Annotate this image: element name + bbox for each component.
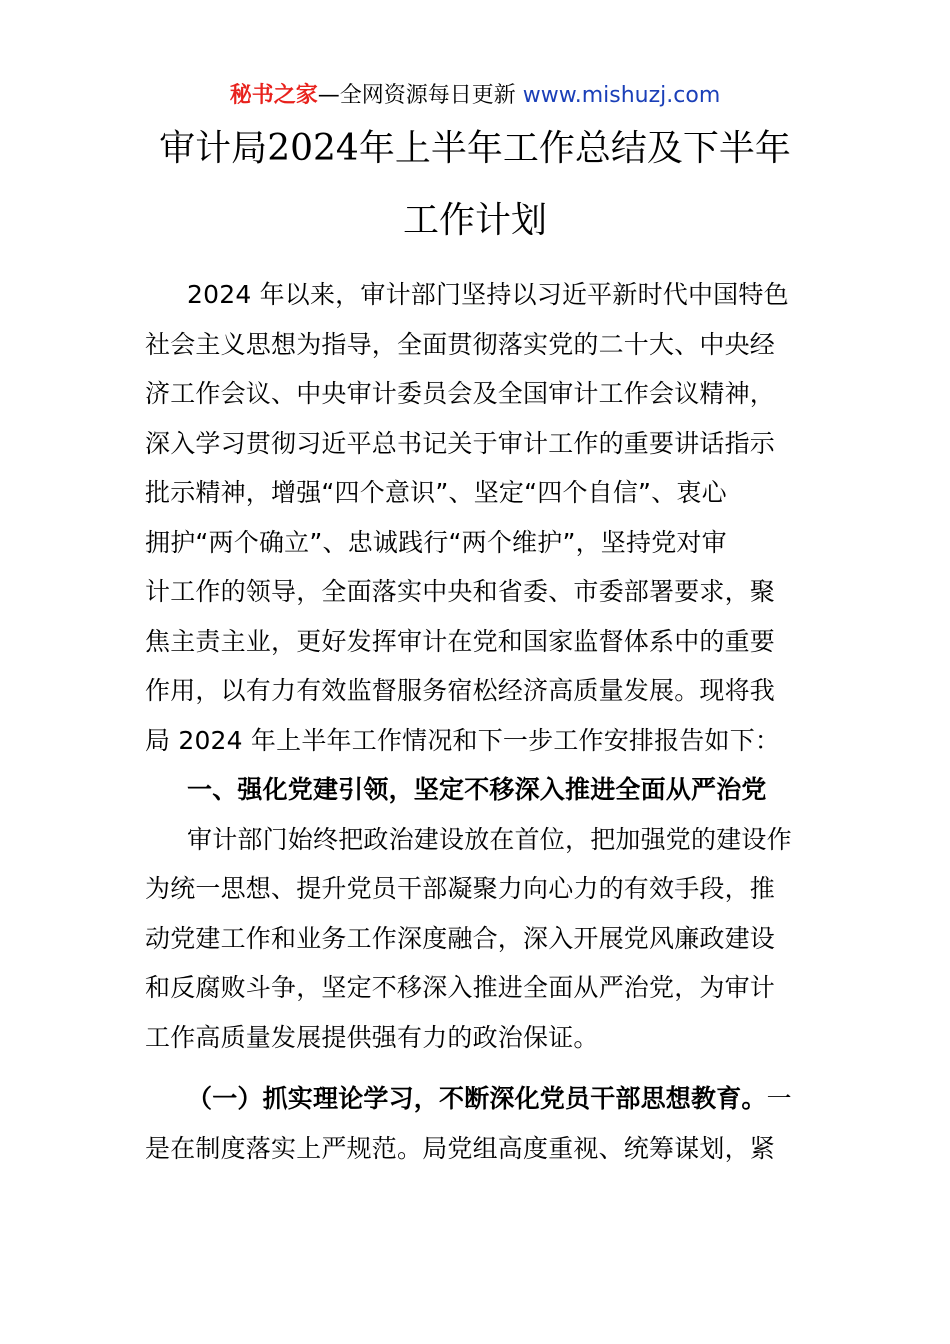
paragraph-line: 是在制度落实上严规范。局党组高度重视、统筹谋划，紧 (145, 1133, 776, 1163)
paragraph-line: 局 2024 年上半年工作情况和下一步工作安排报告如下： (145, 725, 781, 755)
paragraph-line: 2024 年以来，审计部门坚持以习近平新时代中国特色 (187, 280, 789, 309)
paragraph-line: 批示精神，增强“四个意识”、坚定“四个自信”、衷心 (145, 478, 727, 507)
paragraph-line: 深入学习贯彻习近平总书记关于审计工作的重要讲话指示 (145, 428, 776, 458)
section-paragraph (145, 815, 805, 1063)
site-brand: 秘书之家 (229, 83, 318, 108)
paragraph-line: 和反腐败斗争，坚定不移深入推进全面从严治党，为审计 (145, 973, 776, 1002)
subsection-heading-line (145, 1074, 805, 1124)
paragraph-line: 拥护“两个确立”、忠诚践行“两个维护”，坚持党对审 (145, 527, 727, 557)
section-heading: 一、强化党建引领，坚定不移深入推进全面从严治党 (187, 775, 767, 804)
subsection-heading: （一）抓实理论学习，不断深化党员干部思想教育。 (187, 1084, 767, 1113)
site-url[interactable]: www.mishuzj.com (522, 83, 721, 108)
paragraph-line: 焦主责主业，更好发挥审计在党和国家监督体系中的重要 (145, 626, 776, 656)
title-year: 2024 (267, 128, 359, 169)
subsection-tail: 一 (766, 1084, 792, 1113)
paragraph-line: 为统一思想、提升党员干部凝聚力向心力的有效手段，推 (145, 874, 776, 903)
paragraph-line: 动党建工作和业务工作深度融合，深入开展党风廉政建设 (145, 923, 776, 953)
title-part-before: 审计局 (159, 128, 268, 169)
paragraph-line: 审计部门始终把政治建设放在首位，把加强党的建设作 (187, 824, 792, 854)
title-line-2: 工作计划 (402, 200, 547, 241)
subsection-paragraph (145, 1074, 805, 1173)
title-line-1 (0, 118, 950, 180)
paragraph-line: 工作高质量发展提供强有力的政治保证。 (145, 1022, 599, 1052)
intro-paragraph (145, 270, 805, 765)
site-header (0, 80, 950, 112)
document-title (0, 118, 950, 252)
document-body (145, 270, 805, 1173)
paragraph-line: 济工作会议、中央审计委员会及全国审计工作会议精神， (145, 379, 776, 408)
title-part-after: 年上半年工作总结及下半年 (358, 128, 791, 169)
paragraph-line: 作用，以有力有效监督服务宿松经济高质量发展。现将我 (145, 676, 776, 705)
paragraph-line: 计工作的领导，全面落实中央和省委、市委部署要求，聚 (145, 577, 776, 606)
paragraph-line: 社会主义思想为指导，全面贯彻落实党的二十大、中央经 (145, 329, 776, 359)
site-tagline: —全网资源每日更新 (317, 83, 516, 108)
